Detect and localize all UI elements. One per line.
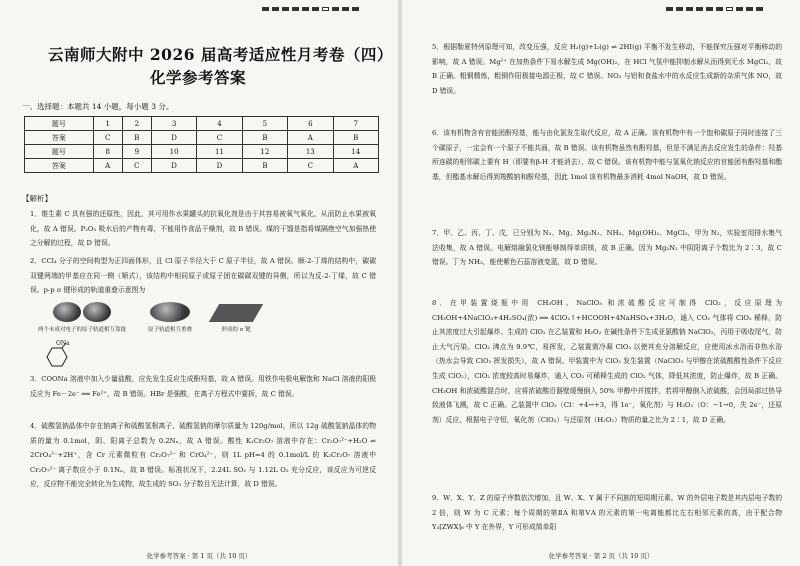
explanation-paragraph: 8．在甲装置烧瓶中用 CH₃OH、NaClO₃ 和浓硫酸反应可制得 ClO₂，反应原理为 CH₃OH+4NaClO₃+4H₂SO₄(浓) ══ 4ClO₂↑+HCOOH+4NaHSO₄+3H₂O，通入 CO₂ 气体将 ClO₂ 稀释，防止其浓度过大引起爆炸。生成的 ClO₂ 在乙装置和 H₂O₂ 在碱性条件下生成亚氯酸钠 NaClO₂，丙用于吸收尾气，防止大气污染。ClO₂ 沸点为 9.9℃，易挥发，乙装置需冷凝 ClO₂ 以使其充分溶解反应，应使用冰水浴而非热水浴（热水会导致 ClO₂ 挥发损失），故 A 错误。甲装置中为 ClO₂ 发生装置（NaClO₃ 与甲醇在浓硫酸酸性条件下反应生成 ClO₂），ClO₂ 浓度较高时易爆炸，通入 CO₂ 可稀释生成的 ClO₂ 气体，降低其浓度，防止爆炸，故 B 正确。CH₃OH 和浓硫酸混合时，应将浓硫酸沿器壁缓慢倒入 50% 甲醇中并搅拌，若将甲醇倒入浓硫酸，会因局部过热导致液体飞溅，故 C 正确。乙装置中 ClO₂（Cl：+4→+3，得 1e⁻，氧化剂）与 H₂O₂（O：−1→0，失 2e⁻，还原剂）反应，根据电子守恒，氧化剂（ClO₂）与还原剂（H₂O₂）物质的量之比为 2∶1，故 D 正确。	[432, 299, 782, 424]
answer-table	[24, 116, 379, 173]
table-cell: 13	[288, 145, 333, 159]
table-cell: A	[333, 159, 379, 173]
explanation-paragraph: 4．硫酸氢钠晶体中存在钠离子和硫酸氢根离子，硫酸氢钠的摩尔质量为 120g/mol，所以 12g 硫酸氢钠晶体的物质的量为 0.1mol，阴、阳离子总数为 0.2Nₐ，故 A 错误。酸性 K₂Cr₂O₇ 溶液中存在：Cr₂O₇²⁻+H₂O ⇌ 2CrO₄²⁻+2H⁺，含 Cr 元素微粒有 Cr₂O₇²⁻ 和 CrO₄²⁻，则 1L pH=4 的 0.1mol/L 的 K₂Cr₂O₇ 溶液中 Cr₂O₇²⁻ 离子数应小于 0.1Nₐ，故 B 错误。标准状况下，2.24L SO₂ 与 1.12L O₂ 充分反应，该反应为可逆反应，反应物不能完全转化为生成物，故生成的 SO₃ 分子数目无法计算，故 D 错误。	[30, 422, 376, 489]
page-subtitle: 化学参考答案	[150, 68, 247, 87]
table-row	[25, 159, 379, 173]
table-cell: 3	[151, 117, 196, 131]
section-heading: 一、选择题：本题共 14 小题，每小题 3 分。	[22, 102, 174, 111]
table-cell: 4	[197, 117, 242, 131]
page-2	[402, 0, 800, 566]
registration-marks	[262, 7, 359, 11]
table-cell: 题号	[25, 117, 94, 131]
table-cell: 2	[122, 117, 151, 131]
table-row	[25, 117, 379, 131]
table-cell: D	[151, 159, 196, 173]
table-cell: D	[197, 159, 242, 173]
table-cell: 11	[197, 145, 242, 159]
table-cell: 6	[288, 117, 333, 131]
table-cell: 9	[122, 145, 151, 159]
page-footer: 化学参考答案 · 第 2 页（共 10 页）	[548, 552, 654, 560]
analysis-heading: 【解析】	[22, 194, 52, 203]
table-cell: A	[93, 159, 122, 173]
table-row	[25, 131, 379, 145]
orbital-figure-step	[214, 304, 258, 333]
figure-caption: 两个未成对电子的原子轨道相互靠拢	[38, 327, 127, 333]
table-cell: 10	[151, 145, 196, 159]
table-cell: 8	[93, 145, 122, 159]
table-cell: B	[333, 131, 379, 145]
explanation-paragraph: 9．W、X、Y、Z 的原子序数依次增加，且 W、X、Y 属于不同族的短周期元素。W 的外层电子数是其内层电子数的 2 倍，则 W 为 C 元素；每个周期的第ⅡA 和第ⅤA 的元素的第一电离能都比左右相邻元素的高，由于配合物 Y₃[ZWX]₆ 中 Y 在外界，Y 可形成简单阳	[432, 494, 782, 532]
orbital-lobe-icon	[53, 302, 81, 322]
orbital-figure-step	[38, 302, 126, 333]
page-1	[0, 0, 398, 566]
page-title: 云南师大附中 2026 届高考适应性月考卷（四）	[48, 45, 393, 64]
table-cell: C	[122, 159, 151, 173]
orbital-overlap-icon	[150, 302, 190, 322]
table-cell: 题号	[25, 145, 94, 159]
table-cell: 12	[242, 145, 287, 159]
table-cell: B	[242, 159, 287, 173]
table-cell: 14	[333, 145, 379, 159]
explanation-paragraph: 3．COONa 溶液中加入少量盐酸，应先发生反应生成酚羟基，故 A 错误。用铁作电极电解饱和 NaCl 溶液的阳极反应为 Fe－2e⁻ ══ Fe²⁺，故 B 错误。HBr 是强酸，在离子方程式中要拆，故 C 错误。	[30, 375, 376, 398]
table-cell: 答案	[25, 131, 94, 145]
table-cell: C	[93, 131, 122, 145]
table-cell: 答案	[25, 159, 94, 173]
sigma-bond-plane-icon	[209, 304, 263, 322]
table-cell: 7	[333, 117, 379, 131]
explanation-paragraph: 5．根据勒夏特列原理可知，改变压强，反应 H₂(g)+I₂(g) ⇌ 2HI(g) 平衡不发生移动，不能探究压强对平衡移动的影响，故 A 错误。Mg²⁺ 在加热条件下易水解生成 Mg(OH)₂，在 HCl 气氛中能抑制水解从而得到无水 MgCl₂，故 B 正确。粗铜精炼，粗铜作阳极接电源正极，故 C 错误。NO₂ 与铝和食盐水中的水反应生成新的杂质气体 NO，故 D 错误。	[432, 43, 782, 95]
substituent-label: ONa	[56, 340, 70, 347]
table-cell: B	[122, 131, 151, 145]
table-row	[25, 145, 379, 159]
registration-marks	[666, 7, 763, 11]
page-footer: 化学参考答案 · 第 1 页（共 10 页）	[146, 552, 252, 560]
table-cell: C	[288, 159, 333, 173]
orbital-lobe-icon	[83, 302, 111, 322]
table-cell: 1	[93, 117, 122, 131]
explanation-paragraph: 1．维生素 C 具有强的还原性，因此，其可用作水果罐头的抗氧化剂是由于其容易被氧气氧化，从而防止水果被氧化，故 A 错误。P₂O₅ 吸水后的产物有毒，不能用作食品干燥剂，故 B 错误。煤的干馏是指将煤隔绝空气加强热使之分解的过程，故 D 错误。	[30, 210, 376, 248]
table-cell: 5	[242, 117, 287, 131]
figure-caption: 形成的 σ 键	[221, 327, 251, 333]
table-cell: A	[288, 131, 333, 145]
figure-caption: 原子轨道相互重叠	[148, 327, 193, 333]
explanation-paragraph: 6．该有机物含有官能团酚羟基，能与由化氯发生取代反应，故 A 正确。该有机物中有一个饱和碳原子同时连接了三个碳原子，一定会有一个原子不能共面，故 B 错误。该有机物虽然有酚羟基，但是不满足消去反应发生的条件：羟基所连碳的相邻碳上要有 H（即要有β-H 才能消去），故 C 错误。该有机物中能与氢氧化钠反应的官能团有酚羟基和酯基，但酯基水解后得到羧酸钠和酚羟基，因此 1mol 该有机物最多消耗 4mol NaOH，故 D 错误。	[432, 129, 782, 181]
table-cell: B	[242, 131, 287, 145]
table-cell: D	[151, 131, 196, 145]
explanation-paragraph: 2．CCl₄ 分子的空间构型为正四面体形，且 Cl 原子半径大于 C 原子半径，故 A 错误。顺-2-丁烯的结构中，碳碳双键两端的甲基应在同一侧（顺式），该结构中相同原子或原子团在碳碳双键的异侧，所以为反-2-丁烯，故 C 错误。p-p σ 键形成的轨道重叠示意图为	[30, 257, 376, 295]
orbital-figure-step	[148, 302, 192, 333]
orbital-overlap-figure	[38, 302, 258, 333]
table-cell: C	[197, 131, 242, 145]
explanation-paragraph: 7．甲、乙、丙、丁、戊，已分别为 N₂、Mg、Mg₃N₂、NH₃、Mg(OH)₂、MgCl₂，甲为 N₂，实验室用排水集气法收集，故 A 错误。电解熔融氯化镁能够制得单质镁，故 B 正确。因为 Mg₃N₂ 中阴阳离子个数比为 2∶3，故 C 错误。丁为 NH₃，能使紫色石蕊溶液变蓝，故 D 错误。	[432, 229, 782, 267]
